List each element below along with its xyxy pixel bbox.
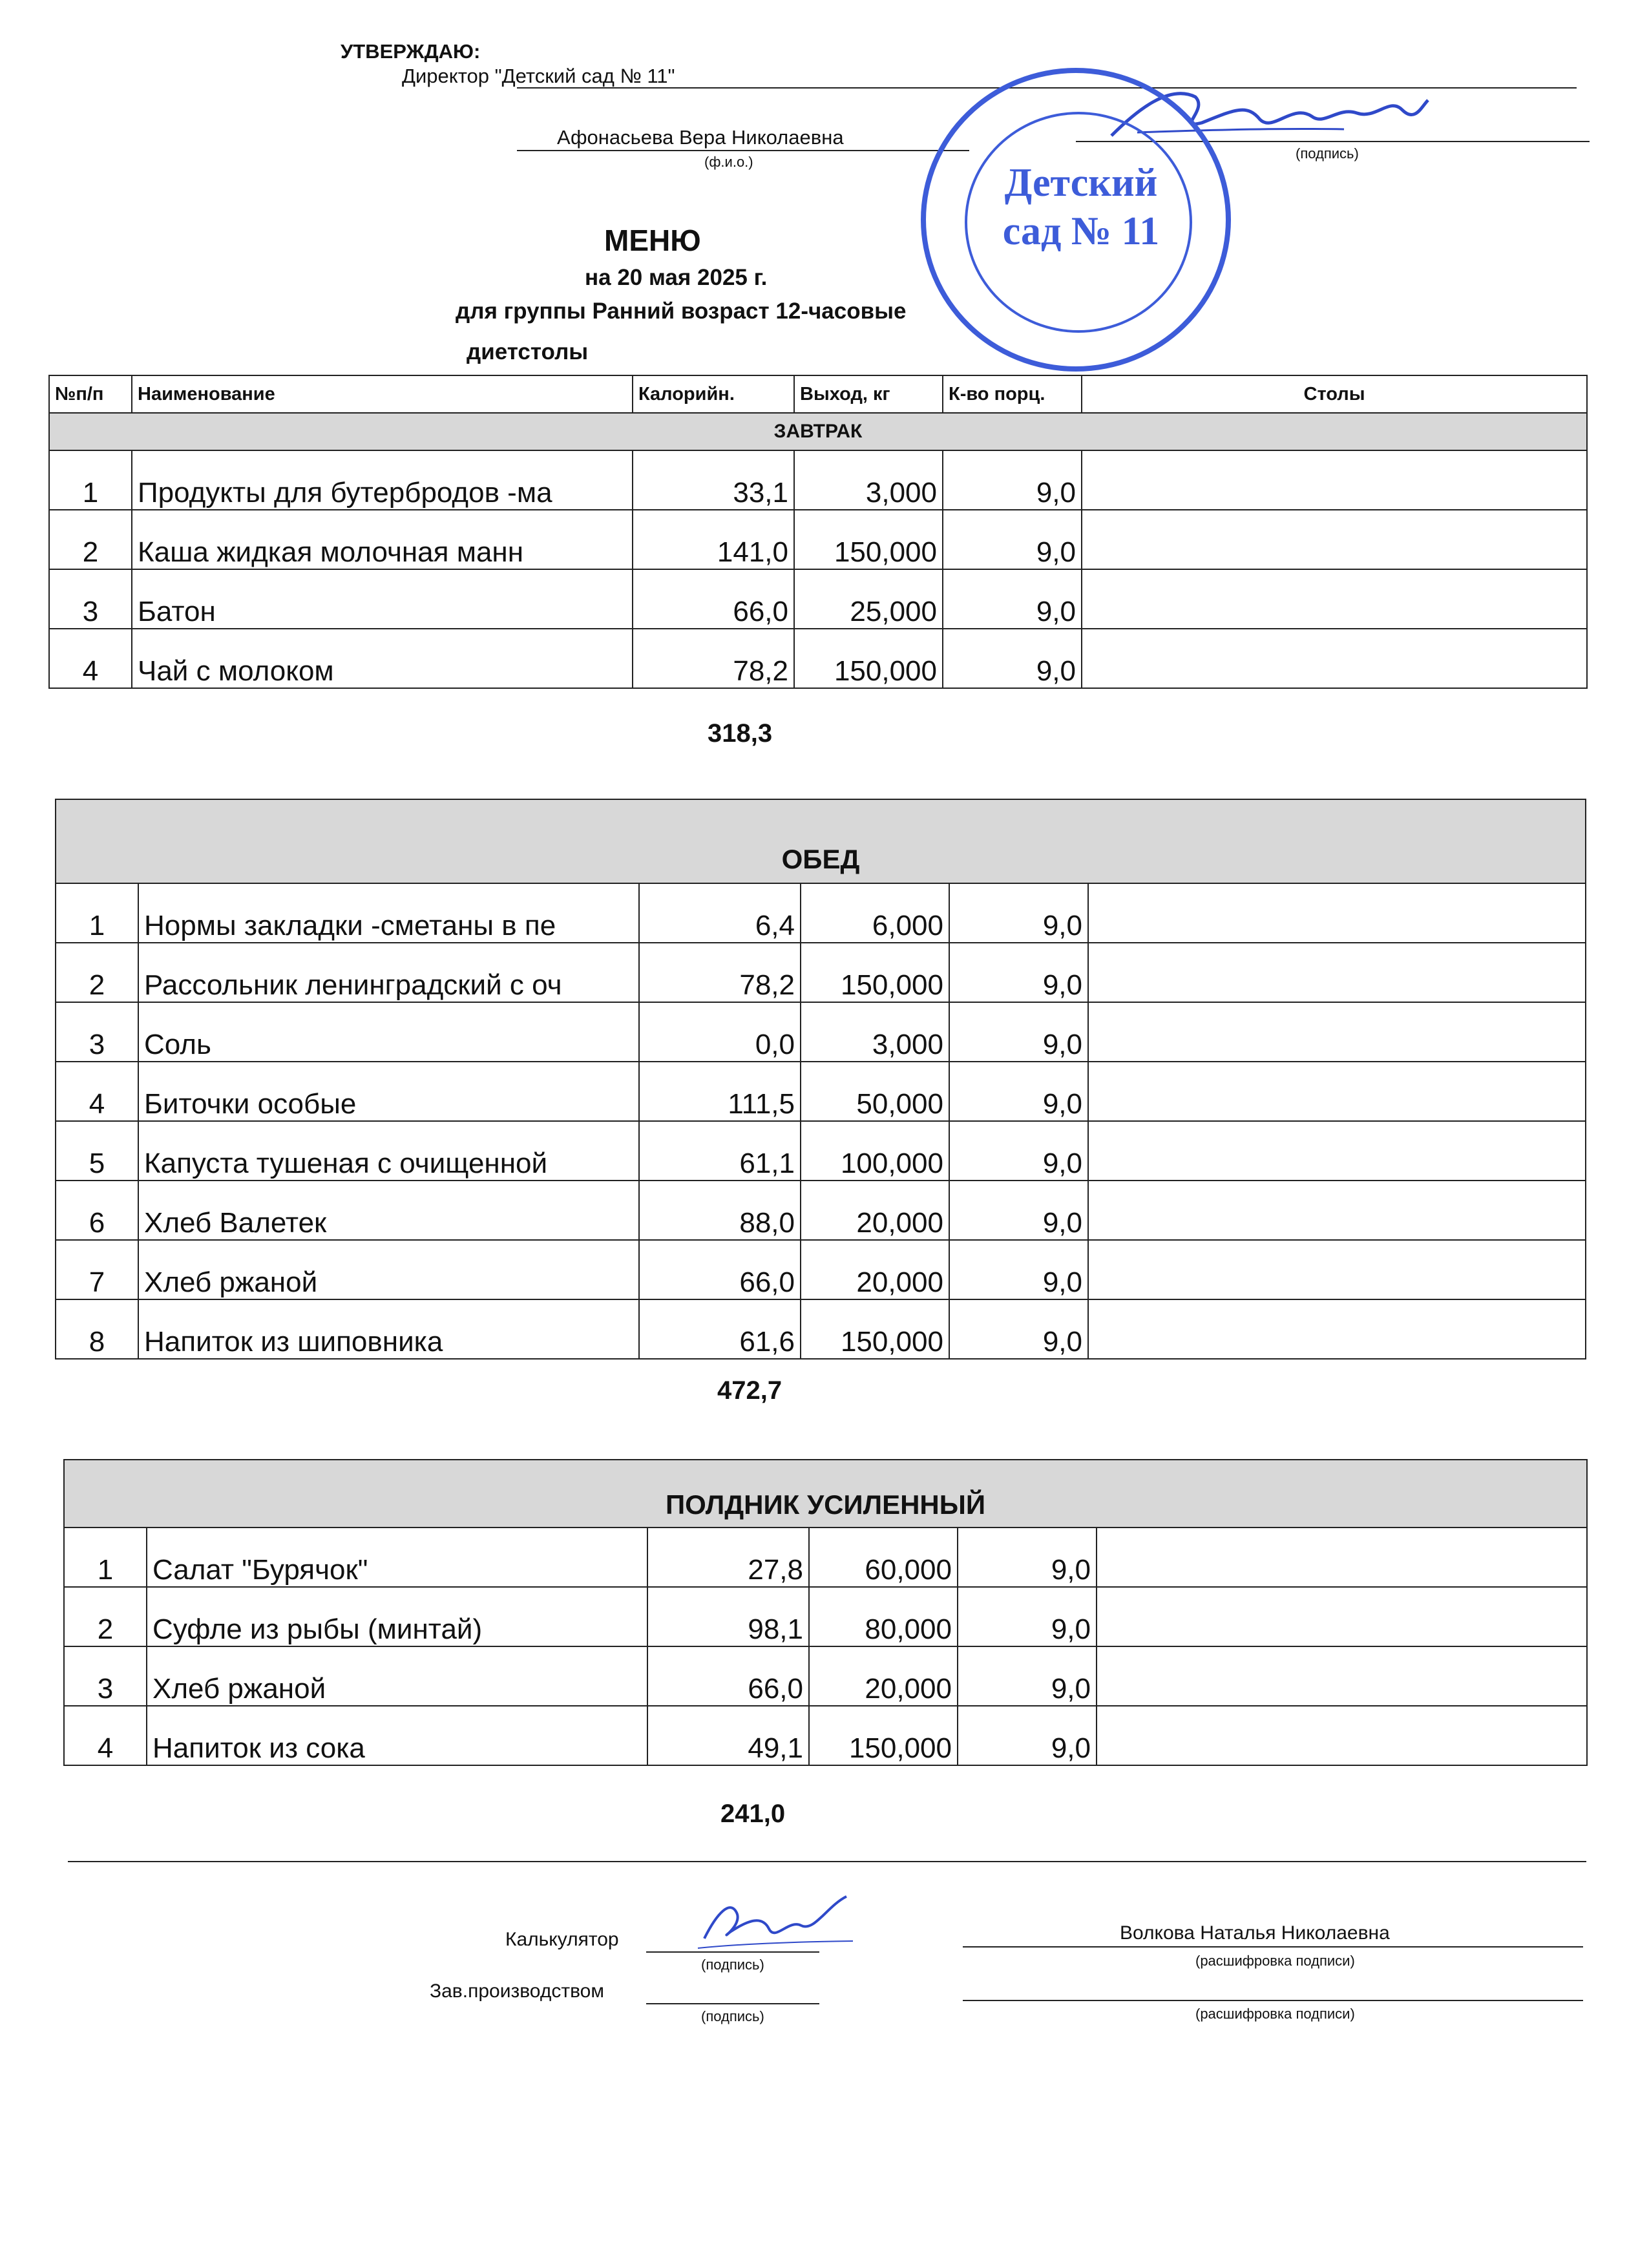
calories-value: 78,2 bbox=[633, 629, 794, 688]
calories-value: 66,0 bbox=[639, 1240, 801, 1299]
production-signature-caption: (подпись) bbox=[701, 2008, 764, 2024]
dish-name: Рассольник ленинградский с оч bbox=[138, 943, 639, 1002]
dish-name: Напиток из шиповника bbox=[138, 1299, 639, 1359]
dish-name: Биточки особые bbox=[138, 1062, 639, 1121]
lunch-rows bbox=[56, 883, 1586, 1359]
tables-cell bbox=[1097, 1706, 1587, 1765]
signature-caption: (подпись) bbox=[1296, 145, 1359, 162]
menu-diet: диетстолы bbox=[467, 339, 589, 364]
calculator-decode-line bbox=[963, 1946, 1583, 1948]
calculator-decode-caption: (расшифровка подписи) bbox=[1195, 1953, 1355, 1969]
portions-value: 9,0 bbox=[943, 629, 1082, 688]
calculator-signature bbox=[691, 1887, 859, 1958]
yield-value: 20,000 bbox=[801, 1240, 949, 1299]
lunch-title: ОБЕД bbox=[56, 799, 1586, 883]
yield-value: 150,000 bbox=[794, 510, 943, 569]
portions-value: 9,0 bbox=[958, 1587, 1097, 1646]
calories-value: 49,1 bbox=[647, 1706, 809, 1765]
tables-cell bbox=[1082, 629, 1587, 688]
section-row bbox=[49, 413, 1587, 450]
tables-cell bbox=[1097, 1646, 1587, 1706]
table-header-row bbox=[49, 375, 1587, 413]
row-number: 4 bbox=[64, 1706, 147, 1765]
dish-name: Хлеб Валетек bbox=[138, 1181, 639, 1240]
tables-cell bbox=[1097, 1528, 1587, 1587]
row-number: 6 bbox=[56, 1181, 138, 1240]
table-row bbox=[56, 1121, 1586, 1181]
table-row bbox=[56, 1181, 1586, 1240]
row-number: 7 bbox=[56, 1240, 138, 1299]
tables-cell bbox=[1088, 943, 1586, 1002]
production-decode-caption: (расшифровка подписи) bbox=[1195, 2006, 1355, 2022]
table-row bbox=[56, 1299, 1586, 1359]
dish-name: Нормы закладки -сметаны в пе bbox=[138, 883, 639, 943]
calories-value: 61,6 bbox=[639, 1299, 801, 1359]
snack-rows bbox=[64, 1528, 1587, 1765]
row-number: 3 bbox=[64, 1646, 147, 1706]
row-number: 3 bbox=[56, 1002, 138, 1062]
row-number: 4 bbox=[56, 1062, 138, 1121]
dish-name: Хлеб ржаной bbox=[138, 1240, 639, 1299]
calories-value: 98,1 bbox=[647, 1587, 809, 1646]
calories-value: 66,0 bbox=[647, 1646, 809, 1706]
tables-cell bbox=[1082, 510, 1587, 569]
section-row bbox=[64, 1460, 1587, 1528]
row-number: 1 bbox=[49, 450, 132, 510]
yield-value: 20,000 bbox=[809, 1646, 958, 1706]
snack-title: ПОЛДНИК УСИЛЕННЫЙ bbox=[64, 1460, 1587, 1528]
calories-value: 88,0 bbox=[639, 1181, 801, 1240]
row-number: 1 bbox=[64, 1528, 147, 1587]
portions-value: 9,0 bbox=[943, 510, 1082, 569]
row-number: 2 bbox=[49, 510, 132, 569]
director-line: Директор "Детский сад № 11" bbox=[402, 65, 675, 87]
calculator-signature-caption: (подпись) bbox=[701, 1957, 764, 1973]
portions-value: 9,0 bbox=[949, 1181, 1088, 1240]
row-number: 2 bbox=[64, 1587, 147, 1646]
col-calories-header: Калорийн. bbox=[633, 375, 794, 413]
calculator-name: Волкова Наталья Николаевна bbox=[1120, 1922, 1390, 1944]
table-row bbox=[56, 1240, 1586, 1299]
director-name: Афонасьева Вера Николаевна bbox=[557, 126, 844, 149]
portions-value: 9,0 bbox=[949, 943, 1088, 1002]
yield-value: 6,000 bbox=[801, 883, 949, 943]
production-decode-line bbox=[963, 2000, 1583, 2001]
tables-cell bbox=[1088, 1002, 1586, 1062]
table-row bbox=[64, 1587, 1587, 1646]
tables-cell bbox=[1082, 569, 1587, 629]
row-number: 1 bbox=[56, 883, 138, 943]
fio-caption: (ф.и.о.) bbox=[704, 154, 753, 170]
menu-date: на 20 мая 2025 г. bbox=[585, 265, 768, 290]
calories-value: 0,0 bbox=[639, 1002, 801, 1062]
tables-cell bbox=[1082, 450, 1587, 510]
row-number: 8 bbox=[56, 1299, 138, 1359]
table-row bbox=[56, 1002, 1586, 1062]
portions-value: 9,0 bbox=[943, 450, 1082, 510]
col-name-header: Наименование bbox=[132, 375, 633, 413]
tables-cell bbox=[1088, 1181, 1586, 1240]
yield-value: 150,000 bbox=[809, 1706, 958, 1765]
dish-name: Соль bbox=[138, 1002, 639, 1062]
dish-name: Суфле из рыбы (минтай) bbox=[147, 1587, 647, 1646]
snack-total: 241,0 bbox=[720, 1800, 786, 1828]
row-number: 2 bbox=[56, 943, 138, 1002]
footer-separator bbox=[68, 1861, 1586, 1862]
table-row bbox=[56, 883, 1586, 943]
table-row bbox=[49, 629, 1587, 688]
calories-value: 66,0 bbox=[633, 569, 794, 629]
yield-value: 3,000 bbox=[801, 1002, 949, 1062]
table-row bbox=[56, 1062, 1586, 1121]
tables-cell bbox=[1097, 1587, 1587, 1646]
calories-value: 111,5 bbox=[639, 1062, 801, 1121]
production-label: Зав.производством bbox=[430, 1980, 604, 2002]
section-row bbox=[56, 799, 1586, 883]
tables-cell bbox=[1088, 883, 1586, 943]
breakfast-total: 318,3 bbox=[708, 719, 773, 748]
portions-value: 9,0 bbox=[949, 1121, 1088, 1181]
table-row bbox=[49, 569, 1587, 629]
row-number: 5 bbox=[56, 1121, 138, 1181]
col-yield-header: Выход, кг bbox=[794, 375, 943, 413]
yield-value: 150,000 bbox=[794, 629, 943, 688]
yield-value: 150,000 bbox=[801, 943, 949, 1002]
yield-value: 80,000 bbox=[809, 1587, 958, 1646]
organization-stamp bbox=[921, 68, 1231, 372]
breakfast-table bbox=[48, 375, 1588, 689]
production-signature-line bbox=[646, 2003, 819, 2004]
table-row bbox=[64, 1706, 1587, 1765]
col-portions-header: К-во порц. bbox=[943, 375, 1082, 413]
portions-value: 9,0 bbox=[958, 1646, 1097, 1706]
dish-name: Капуста тушеная с очищенной bbox=[138, 1121, 639, 1181]
menu-title: МЕНЮ bbox=[604, 224, 701, 257]
dish-name: Чай с молоком bbox=[132, 629, 633, 688]
tables-cell bbox=[1088, 1121, 1586, 1181]
dish-name: Каша жидкая молочная манн bbox=[132, 510, 633, 569]
table-row bbox=[49, 450, 1587, 510]
portions-value: 9,0 bbox=[958, 1528, 1097, 1587]
portions-value: 9,0 bbox=[949, 1062, 1088, 1121]
row-number: 4 bbox=[49, 629, 132, 688]
approval-title: УТВЕРЖДАЮ: bbox=[341, 40, 481, 63]
portions-value: 9,0 bbox=[949, 1299, 1088, 1359]
portions-value: 9,0 bbox=[943, 569, 1082, 629]
dish-name: Салат "Бурячок" bbox=[147, 1528, 647, 1587]
table-row bbox=[49, 510, 1587, 569]
col-tables-header: Столы bbox=[1082, 375, 1587, 413]
fio-underline bbox=[517, 150, 969, 151]
dish-name: Продукты для бутербродов -ма bbox=[132, 450, 633, 510]
yield-value: 100,000 bbox=[801, 1121, 949, 1181]
calories-value: 27,8 bbox=[647, 1528, 809, 1587]
stamp-line-1: Детский bbox=[1004, 161, 1158, 205]
table-row bbox=[64, 1528, 1587, 1587]
calories-value: 6,4 bbox=[639, 883, 801, 943]
portions-value: 9,0 bbox=[958, 1706, 1097, 1765]
dish-name: Хлеб ржаной bbox=[147, 1646, 647, 1706]
yield-value: 60,000 bbox=[809, 1528, 958, 1587]
table-row bbox=[56, 943, 1586, 1002]
breakfast-title: ЗАВТРАК bbox=[49, 413, 1587, 450]
calories-value: 61,1 bbox=[639, 1121, 801, 1181]
dish-name: Батон bbox=[132, 569, 633, 629]
portions-value: 9,0 bbox=[949, 1240, 1088, 1299]
calories-value: 78,2 bbox=[639, 943, 801, 1002]
tables-cell bbox=[1088, 1299, 1586, 1359]
lunch-table bbox=[55, 799, 1586, 1360]
tables-cell bbox=[1088, 1062, 1586, 1121]
yield-value: 25,000 bbox=[794, 569, 943, 629]
yield-value: 50,000 bbox=[801, 1062, 949, 1121]
stamp-line-2: сад № 11 bbox=[1002, 209, 1160, 253]
calculator-label: Калькулятор bbox=[505, 1929, 619, 1950]
snack-table bbox=[63, 1459, 1588, 1766]
menu-group: для группы Ранний возраст 12-часовые bbox=[456, 299, 907, 324]
yield-value: 3,000 bbox=[794, 450, 943, 510]
yield-value: 150,000 bbox=[801, 1299, 949, 1359]
table-row bbox=[64, 1646, 1587, 1706]
col-no-header: №п/п bbox=[49, 375, 132, 413]
tables-cell bbox=[1088, 1240, 1586, 1299]
dish-name: Напиток из сока bbox=[147, 1706, 647, 1765]
yield-value: 20,000 bbox=[801, 1181, 949, 1240]
breakfast-rows bbox=[49, 450, 1587, 688]
portions-value: 9,0 bbox=[949, 883, 1088, 943]
portions-value: 9,0 bbox=[949, 1002, 1088, 1062]
row-number: 3 bbox=[49, 569, 132, 629]
lunch-total: 472,7 bbox=[717, 1376, 782, 1405]
calories-value: 141,0 bbox=[633, 510, 794, 569]
calories-value: 33,1 bbox=[633, 450, 794, 510]
